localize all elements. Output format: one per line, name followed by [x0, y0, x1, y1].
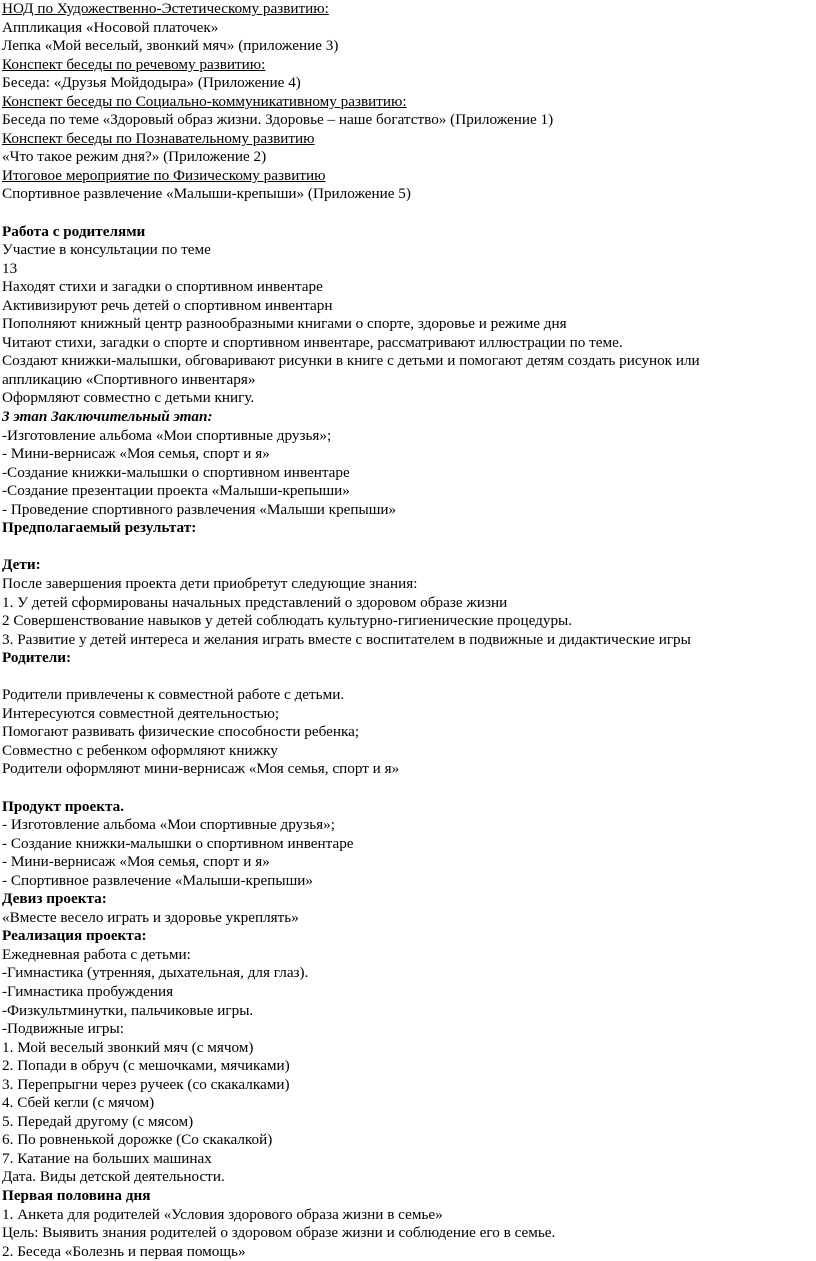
text-line: - Создание книжки-малышки о спортивном инвентаре [2, 834, 354, 852]
text-line: Создают книжки-малышки, обговаривают рисунки в книге с детьми и помогают детям создать рисунок или [2, 352, 700, 370]
section-heading: 3 этап Заключительный этап: [2, 408, 213, 426]
text-line: -Подвижные игры: [2, 1020, 124, 1038]
text-line: Родители привлечены к совместной работе с детьми. [2, 686, 345, 704]
text-line: - Мини-вернисаж «Моя семья, спорт и я» [2, 445, 270, 463]
text-line: 2. Беседа «Болезнь и первая помощь» [2, 1242, 246, 1260]
text-line: Совместно с ребенком оформляют книжку [2, 741, 278, 759]
text-line: 13 [2, 259, 18, 277]
text-line: Аппликация «Носовой платочек» [2, 18, 219, 36]
text-line: Оформляют совместно с детьми книгу. [2, 389, 255, 407]
blank-line [2, 779, 816, 798]
text-line: Интересуются совместной деятельностью; [2, 704, 280, 722]
section-heading: Первая половина дня [2, 1187, 151, 1204]
text-line: 3. Перепрыгни через ручеек (со скакалками) [2, 1075, 290, 1093]
section-link-heading: Конспект беседы по Познавательному развитию [2, 129, 315, 147]
text-line: После завершения проекта дети приобретут следующие знания: [2, 574, 418, 592]
section-heading: Девиз проекта: [2, 890, 107, 908]
text-line: 1. Мой веселый звонкий мяч (с мячом) [2, 1038, 254, 1056]
blank-line [2, 668, 816, 687]
text-line: Спортивное развлечение «Малыши-крепыши» (Приложение 5) [2, 185, 411, 203]
blank-line [2, 204, 816, 223]
text-line: - Спортивное развлечение «Малыши-крепыши» [2, 871, 313, 889]
text-line: Находят стихи и загадки о спортивном инвентаре [2, 278, 323, 296]
text-line: -Изготовление альбома «Мои спортивные друзья»; [2, 426, 332, 444]
text-line: 2. Попади в обруч (с мешочками, мячиками) [2, 1057, 290, 1075]
text-line: 6. По ровненькой дорожке (Со скакалкой) [2, 1131, 273, 1149]
text-line: 5. Передай другому (с мясом) [2, 1112, 194, 1130]
text-line: «Что такое режим дня?» (Приложение 2) [2, 148, 267, 166]
section-heading: Продукт проекта. [2, 797, 125, 815]
text-line: Помогают развивать физические способности ребенка; [2, 723, 360, 741]
text-line: Беседа по теме «Здоровый образ жизни. Здоровье – наше богатство» (Приложение 1) [2, 111, 554, 129]
text-line: Беседа: «Друзья Мойдодыра» (Приложение 4) [2, 74, 301, 92]
section-heading: Реализация проекта: [2, 927, 147, 945]
section-link-heading: Конспект беседы по Социально-коммуникативному развитию: [2, 92, 407, 110]
text-line: -Гимнастика (утренняя, дыхательная, для глаз). [2, 964, 309, 982]
text-line: «Вместе весело играть и здоровье укреплять» [2, 908, 299, 926]
text-line: - Проведение спортивного развлечения «Малыши крепыши» [2, 500, 397, 518]
text-line: -Гимнастика пробуждения [2, 982, 174, 1000]
text-line: - Изготовление альбома «Мои спортивные друзья»; [2, 816, 335, 834]
section-heading: Родители: [2, 649, 72, 667]
text-line: -Создание книжки-малышки о спортивном инвентаре [2, 463, 350, 481]
text-line: Активизируют речь детей о спортивном инвентарн [2, 296, 333, 314]
section-heading: Дети: [2, 556, 41, 574]
section-link-heading: НОД по Художественно-Эстетическому развитию: [2, 0, 329, 17]
section-heading: Работа с родителями [2, 222, 146, 240]
text-line: Цель: Выявить знания родителей о здоровом образе жизни и соблюдение его в семье. [2, 1224, 556, 1242]
text-line: -Создание презентации проекта «Малыши-крепыши» [2, 482, 350, 500]
text-line: 1. У детей сформированы начальных представлений о здоровом образе жизни [2, 593, 508, 611]
text-line: 2 Совершенствование навыков у детей соблюдать культурно-гигиенические процедуры. [2, 612, 573, 630]
text-line: -Физкультминутки, пальчиковые игры. [2, 1001, 254, 1019]
text-line: 1. Анкета для родителей «Условия здорового образа жизни в семье» [2, 1205, 443, 1223]
text-line: Дата. Виды детской деятельности. [2, 1168, 225, 1186]
section-heading: Предполагаемый результат: [2, 519, 197, 537]
text-line: Пополняют книжный центр разнообразными книгами о спорте, здоровье и режиме дня [2, 315, 567, 333]
text-line: 4. Сбей кегли (с мячом) [2, 1094, 155, 1112]
text-line: Участие в консультации по теме [2, 241, 211, 259]
section-link-heading: Конспект беседы по речевому развитию: [2, 55, 266, 73]
text-line: 3. Развитие у детей интереса и желания играть вместе с воспитателем в подвижные и дидактические игры [2, 630, 691, 648]
text-line: Родители оформляют мини-вернисаж «Моя семья, спорт и я» [2, 760, 400, 778]
text-line: аппликацию «Спортивного инвентаря» [2, 370, 256, 388]
blank-line [2, 538, 816, 557]
section-link-heading: Итоговое мероприятие по Физическому развитию [2, 166, 326, 184]
text-line: Лепка «Мой веселый, звонкий мяч» (приложение 3) [2, 37, 339, 55]
text-line: 7. Катание на больших машинах [2, 1149, 212, 1167]
text-line: Читают стихи, загадки о спорте и спортивном инвентаре, рассматривают иллюстрации по теме. [2, 333, 623, 351]
text-line: - Мини-вернисаж «Моя семья, спорт и я» [2, 853, 270, 871]
text-line: Ежедневная работа с детьми: [2, 945, 191, 963]
